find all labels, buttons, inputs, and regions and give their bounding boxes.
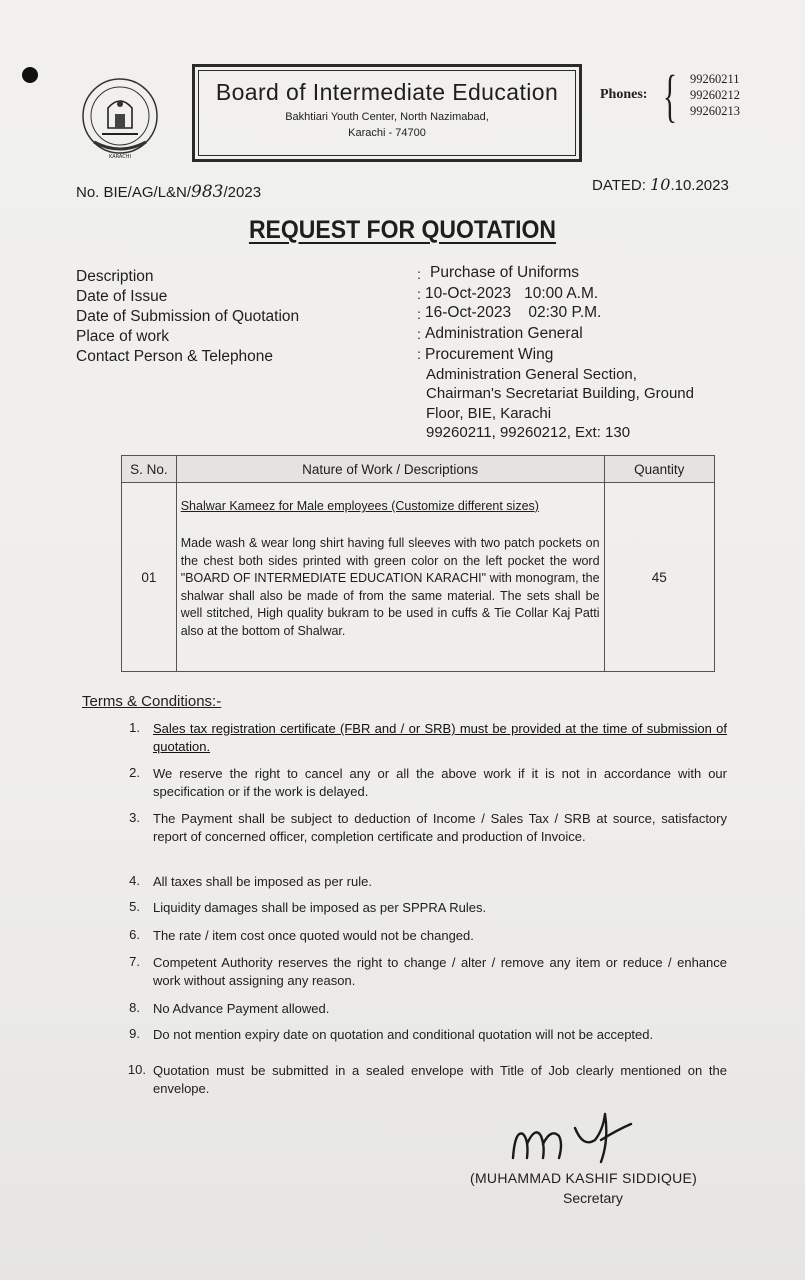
detail-label-place-of-work: Place of work bbox=[76, 328, 170, 345]
detail-label-description: Description bbox=[76, 268, 154, 285]
dated-label: DATED: bbox=[592, 177, 646, 194]
cell-sno: 01 bbox=[122, 483, 177, 672]
contact-address-line: Administration General Section, bbox=[426, 366, 637, 383]
term-number: 9. bbox=[129, 1026, 140, 1041]
column-header-nature-of-work: Nature of Work / Descriptions bbox=[176, 456, 604, 483]
colon: : bbox=[417, 266, 421, 282]
term-text: Competent Authority reserves the right to change / alter / remove any item or reduce / enhance work without assigning any reason. bbox=[153, 955, 727, 989]
column-header-quantity: Quantity bbox=[604, 456, 714, 483]
term-number: 2. bbox=[129, 765, 140, 780]
dated bbox=[592, 175, 729, 194]
detail-label-submission-date: Date of Submission of Quotation bbox=[76, 308, 300, 325]
contact-telephone: 99260211, 99260212, Ext: 130 bbox=[426, 424, 631, 441]
term-number: 5. bbox=[129, 899, 140, 914]
term-text: Quotation must be submitted in a sealed envelope with Title of Job clearly mentioned on the envelope. bbox=[153, 1063, 727, 1097]
phones-brace: { bbox=[663, 63, 677, 128]
colon: : bbox=[417, 286, 421, 302]
detail-label-contact-person: Contact Person & Telephone bbox=[76, 348, 274, 365]
term-number: 8. bbox=[129, 1000, 140, 1015]
detail-value-description: Purchase of Uniforms bbox=[430, 264, 580, 281]
term-number: 1. bbox=[129, 720, 140, 735]
svg-text:KARACHI: KARACHI bbox=[109, 154, 131, 160]
term-text: All taxes shall be imposed as per rule. bbox=[153, 874, 372, 889]
dated-handwritten-day: 10 bbox=[650, 175, 671, 194]
table-row bbox=[122, 483, 715, 672]
colon: : bbox=[417, 306, 421, 322]
reference-suffix: /2023 bbox=[223, 184, 262, 201]
column-header-sno: S. No. bbox=[122, 456, 177, 483]
detail-value-date-of-issue: 10-Oct-2023 10:00 A.M. bbox=[425, 285, 599, 302]
signatory-name: (MUHAMMAD KASHIF SIDDIQUE) bbox=[470, 1170, 698, 1186]
reference-number bbox=[76, 182, 261, 202]
reference-handwritten: 983 bbox=[191, 182, 224, 202]
term-text: Sales tax registration certificate (FBR and / or SRB) must be provided at the time of submission of quotation. bbox=[153, 721, 727, 755]
detail-value-place-of-work: Administration General bbox=[425, 325, 583, 342]
term-text: Do not mention expiry date on quotation and conditional quotation will not be accepted. bbox=[153, 1027, 654, 1042]
detail-value-contact-person: Procurement Wing bbox=[425, 346, 554, 363]
term-number: 4. bbox=[129, 873, 140, 888]
terms-heading: Terms & Conditions:- bbox=[82, 693, 222, 710]
item-description: Made wash & wear long shirt having full sleeves with two patch pockets on the chest both sides printed with green color on the left pocket the word "BOARD OF INTERMEDIATE EDUCATION KARACHI" with monogram, the shalwar shall also be made of from the same material. The sets shall be well stitched, High quality bukram to be used in cuffs & Tie Collar Kaj Patti also at the bottom of Shalwar. bbox=[180, 536, 600, 638]
term-text: The rate / item cost once quoted would not be changed. bbox=[153, 928, 474, 943]
organization-address bbox=[195, 109, 579, 141]
item-heading: Shalwar Kameez for Male employees (Customize different sizes) bbox=[180, 499, 539, 513]
dated-rest: .10.2023 bbox=[670, 177, 729, 194]
colon: : bbox=[417, 346, 421, 362]
phone-number-2: 99260212 bbox=[690, 88, 740, 102]
bie-seal-logo bbox=[80, 76, 160, 160]
term-number: 7. bbox=[129, 954, 140, 969]
organization-name: Board of Intermediate Education bbox=[215, 79, 559, 105]
contact-address-line: Chairman's Secretariat Building, Ground bbox=[426, 385, 694, 402]
cell-description bbox=[176, 483, 604, 672]
handwritten-signature bbox=[505, 1100, 645, 1168]
colon: : bbox=[417, 326, 421, 342]
term-text: The Payment shall be subject to deduction of Income / Sales Tax / SRB at source, satisfactory report of concerned officer, completion certificate and production of Invoice. bbox=[153, 811, 727, 845]
punch-hole bbox=[22, 67, 38, 83]
term-number: 6. bbox=[129, 927, 140, 942]
term-number: 3. bbox=[129, 810, 140, 825]
detail-value-submission-date: 16-Oct-2023 02:30 P.M. bbox=[425, 304, 602, 321]
work-table bbox=[121, 455, 715, 672]
term-text: No Advance Payment allowed. bbox=[153, 1001, 330, 1016]
document-title: REQUEST FOR QUOTATION bbox=[248, 216, 557, 244]
address-line-1: Bakhtiari Youth Center, North Nazimabad, bbox=[285, 111, 489, 123]
header-box bbox=[192, 64, 582, 162]
term-text: We reserve the right to cancel any or all the above work if it is not in accordance with our specification or if the work is delayed. bbox=[153, 766, 727, 800]
signatory-title: Secretary bbox=[563, 1190, 623, 1206]
phones-label: Phones: bbox=[600, 87, 648, 102]
reference-prefix: No. BIE/AG/L&N/ bbox=[76, 184, 192, 201]
cell-quantity: 45 bbox=[604, 483, 714, 672]
phone-number-1: 99260211 bbox=[690, 72, 740, 86]
table-header-row bbox=[122, 456, 715, 483]
address-line-2: Karachi - 74700 bbox=[348, 127, 426, 139]
term-number: 10. bbox=[127, 1062, 146, 1077]
phone-number-3: 99260213 bbox=[690, 104, 740, 118]
term-text: Liquidity damages shall be imposed as per SPPRA Rules. bbox=[153, 900, 487, 915]
contact-address-line: Floor, BIE, Karachi bbox=[426, 405, 552, 422]
detail-label-date-of-issue: Date of Issue bbox=[76, 288, 168, 305]
